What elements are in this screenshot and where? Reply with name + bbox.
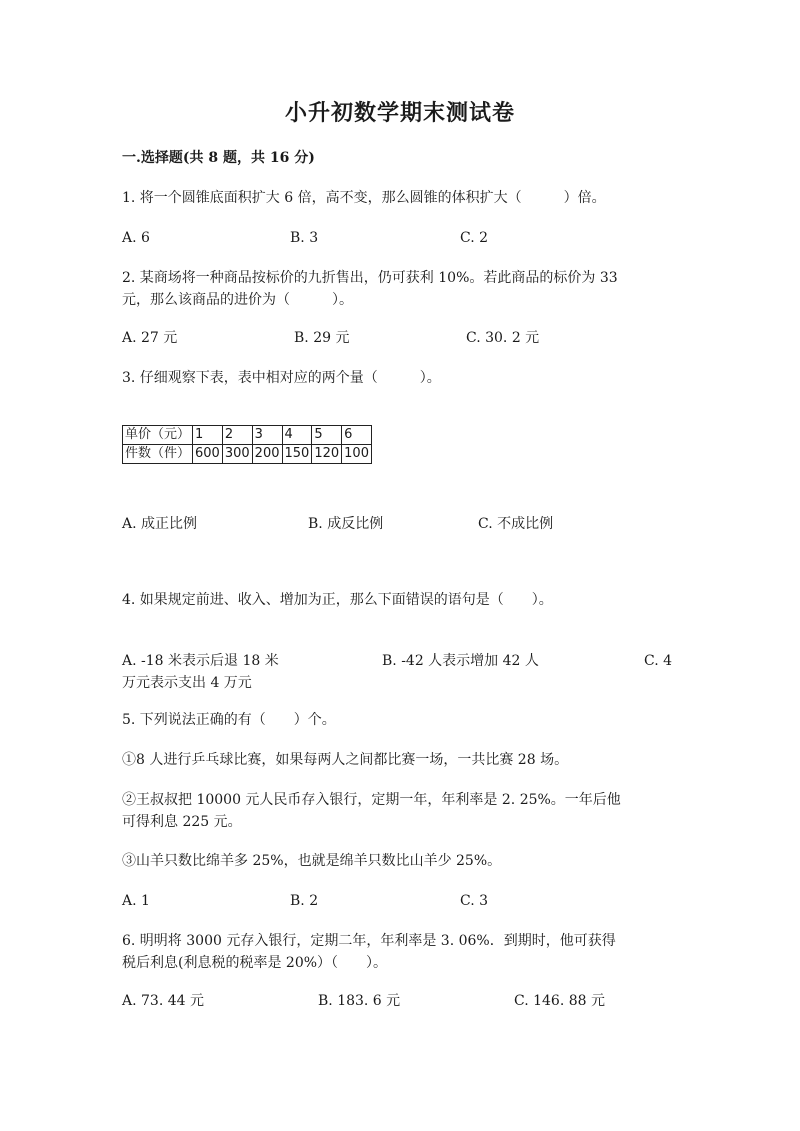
page-title: 小升初数学期末测试卷 [284, 100, 515, 126]
question-1-option-b[interactable]: B. 3 [290, 230, 319, 246]
question-5-option-b[interactable]: B. 2 [290, 893, 319, 909]
question-4-option-b[interactable]: B. -42 人表示增加 42 人 [382, 653, 539, 669]
question-3-option-b[interactable]: B. 成反比例 [308, 516, 384, 532]
section-heading: 一.选择题(共 8 题，共 16 分) [122, 150, 315, 166]
table-cell: 3 [252, 426, 282, 445]
question-2-option-a[interactable]: A. 27 元 [122, 330, 178, 346]
table-cell: 100 [342, 445, 372, 464]
question-1-option-c[interactable]: C. 2 [460, 230, 489, 246]
table-cell: 300 [222, 445, 252, 464]
table-cell: 1 [193, 426, 223, 445]
table-cell: 单价（元） [123, 426, 193, 445]
question-4-option-c-continued: 万元表示支出 4 万元 [122, 675, 252, 691]
question-4-text: 4. 如果规定前进、收入、增加为正，那么下面错误的语句是（ ）。 [122, 592, 553, 608]
question-6-option-a[interactable]: A. 73. 44 元 [122, 993, 204, 1009]
question-4-option-c[interactable]: C. 4 [644, 653, 673, 669]
table-cell: 600 [193, 445, 223, 464]
question-5-statement-1: ①8 人进行乒乓球比赛，如果每两人之间都比赛一场，一共比赛 28 场。 [122, 752, 569, 768]
question-3-option-c[interactable]: C. 不成比例 [478, 516, 554, 532]
table-row [123, 445, 372, 464]
question-3-option-a[interactable]: A. 成正比例 [122, 516, 198, 532]
question-4-option-a[interactable]: A. -18 米表示后退 18 米 [122, 653, 279, 669]
question-6-text-line1: 6. 明明将 3000 元存入银行，定期二年，年利率是 3. 06%．到期时，他可获得 [122, 933, 616, 949]
question-2-option-b[interactable]: B. 29 元 [294, 330, 350, 346]
question-2-text-line1: 2. 某商场将一种商品按标价的九折售出，仍可获利 10%。若此商品的标价为 33 [122, 270, 618, 286]
price-quantity-table [122, 425, 372, 464]
table-cell: 件数（件） [123, 445, 193, 464]
question-5-statement-2-line1: ②王叔叔把 10000 元人民币存入银行，定期一年，年利率是 2. 25%。一年后他 [122, 792, 621, 808]
question-6-option-c[interactable]: C. 146. 88 元 [514, 993, 605, 1009]
table-cell: 5 [312, 426, 342, 445]
question-6-text-line2: 税后利息(利息税的税率是 20%）（ ）。 [122, 955, 388, 971]
question-2-option-c[interactable]: C. 30. 2 元 [466, 330, 540, 346]
question-3-text: 3. 仔细观察下表，表中相对应的两个量（ ）。 [122, 370, 441, 386]
table-cell: 4 [282, 426, 312, 445]
question-5-option-c[interactable]: C. 3 [460, 893, 489, 909]
table-cell: 120 [312, 445, 342, 464]
table-cell: 2 [222, 426, 252, 445]
question-1-option-a[interactable]: A. 6 [122, 230, 150, 246]
question-1-text: 1. 将一个圆锥底面积扩大 6 倍，高不变，那么圆锥的体积扩大（ ）倍。 [122, 190, 606, 206]
question-2-text-line2: 元，那么该商品的进价为（ ）。 [122, 292, 353, 308]
question-5-statement-2-line2: 可得利息 225 元。 [122, 814, 242, 830]
question-6-option-b[interactable]: B. 183. 6 元 [318, 993, 401, 1009]
table-row [123, 426, 372, 445]
table-cell: 200 [252, 445, 282, 464]
table-cell: 150 [282, 445, 312, 464]
question-5-option-a[interactable]: A. 1 [122, 893, 150, 909]
question-5-statement-3: ③山羊只数比绵羊多 25%，也就是绵羊只数比山羊少 25%。 [122, 853, 502, 869]
table-cell: 6 [342, 426, 372, 445]
question-5-text: 5. 下列说法正确的有（ ）个。 [122, 712, 336, 728]
